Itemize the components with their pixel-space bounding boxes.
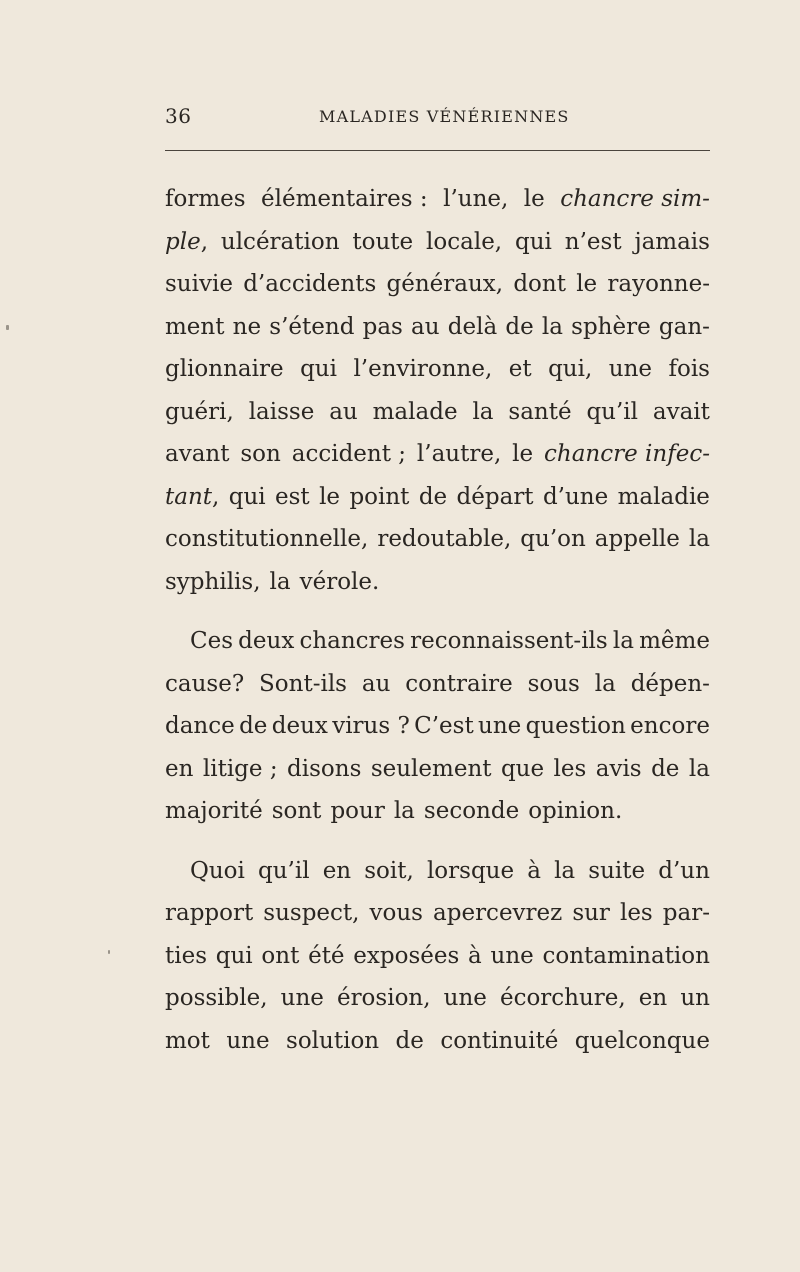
text-line bbox=[165, 935, 710, 978]
word: possible, bbox=[165, 985, 268, 1011]
word: dépen- bbox=[630, 670, 710, 697]
text-line bbox=[165, 705, 710, 748]
word: santé bbox=[508, 398, 572, 425]
word: malade bbox=[372, 398, 458, 425]
word: écorchure, bbox=[499, 985, 626, 1011]
word: qui, bbox=[548, 356, 593, 382]
word: la bbox=[472, 398, 494, 425]
margin-mark bbox=[6, 325, 9, 330]
word: contamination bbox=[542, 942, 710, 969]
word: érosion, bbox=[336, 985, 431, 1011]
word: avait bbox=[652, 398, 710, 425]
word: de bbox=[505, 313, 534, 340]
word: en bbox=[322, 857, 352, 884]
word: ment bbox=[165, 313, 225, 340]
word: locale, bbox=[426, 228, 503, 255]
text-line bbox=[165, 1020, 710, 1063]
word: qui bbox=[300, 356, 337, 382]
word: l’une, bbox=[443, 186, 509, 212]
word: est bbox=[275, 483, 310, 510]
word: continuité bbox=[440, 1027, 559, 1054]
word: jamais bbox=[634, 228, 710, 255]
word: ulcération bbox=[220, 228, 340, 255]
text-line bbox=[165, 561, 710, 604]
word: suspect, bbox=[263, 900, 360, 926]
word: le bbox=[512, 441, 534, 467]
word: qu’il bbox=[258, 857, 310, 884]
text-line bbox=[165, 178, 710, 221]
italic-term: ple bbox=[165, 228, 201, 255]
word: été bbox=[308, 942, 345, 969]
word: la bbox=[612, 628, 634, 654]
word: une bbox=[608, 356, 652, 382]
running-head bbox=[165, 103, 710, 133]
word: de bbox=[651, 755, 680, 782]
word: la bbox=[269, 568, 291, 595]
text-line bbox=[165, 433, 710, 476]
word: mot bbox=[165, 1027, 210, 1054]
italic-term: chancre infec- bbox=[544, 441, 710, 467]
text-line bbox=[165, 348, 710, 391]
word: maladie bbox=[617, 483, 710, 510]
word: formes bbox=[165, 186, 246, 212]
word: élémentaires : bbox=[261, 186, 428, 212]
word: vérole. bbox=[299, 568, 380, 595]
word: rapport bbox=[165, 900, 254, 926]
word: vous bbox=[369, 900, 423, 926]
word: sont bbox=[271, 798, 322, 824]
word: l’environne, bbox=[353, 356, 493, 382]
word: les bbox=[553, 755, 587, 782]
word: de bbox=[395, 1027, 424, 1054]
word: gan- bbox=[658, 313, 710, 340]
text-line bbox=[165, 892, 710, 935]
paragraph bbox=[165, 178, 710, 603]
text-line bbox=[165, 790, 710, 833]
text-line bbox=[165, 306, 710, 349]
word: cause? bbox=[165, 670, 245, 697]
text-line bbox=[165, 518, 710, 561]
word: exposées bbox=[353, 942, 460, 969]
word: la bbox=[554, 857, 576, 884]
word: suivie bbox=[165, 271, 233, 297]
word: contraire bbox=[405, 670, 513, 697]
word: la bbox=[393, 798, 415, 824]
word: en bbox=[165, 755, 194, 782]
word: en bbox=[638, 985, 668, 1011]
word: appelle bbox=[594, 526, 680, 552]
word: d’une bbox=[542, 483, 609, 510]
word: à bbox=[527, 857, 541, 884]
word: deux bbox=[271, 713, 328, 739]
text-line bbox=[165, 850, 710, 893]
word: la bbox=[541, 313, 563, 340]
word: chancres bbox=[299, 628, 405, 654]
word: la bbox=[688, 526, 710, 552]
word: qui bbox=[215, 942, 253, 969]
running-title: MALADIES VÉNÉRIENNES bbox=[319, 107, 570, 126]
word: son bbox=[240, 441, 281, 467]
word: une bbox=[226, 1027, 270, 1054]
word: et bbox=[508, 356, 532, 382]
word: seconde bbox=[423, 798, 520, 824]
italic-term: tant bbox=[165, 483, 213, 510]
word: avis bbox=[595, 755, 642, 782]
text-line bbox=[165, 620, 710, 663]
word: d’accidents bbox=[243, 271, 377, 297]
word: suite bbox=[588, 857, 646, 884]
word: qu’on bbox=[520, 526, 586, 552]
text-line bbox=[165, 977, 710, 1020]
word: qu’il bbox=[586, 398, 639, 425]
text-line bbox=[165, 748, 710, 791]
word: solution bbox=[286, 1027, 380, 1054]
word: redoutable, bbox=[377, 526, 512, 552]
word: dance bbox=[165, 713, 235, 739]
word: pas bbox=[362, 313, 403, 340]
word: soit, bbox=[364, 857, 414, 884]
word: une bbox=[443, 985, 487, 1011]
word: C’est bbox=[414, 713, 474, 739]
word: le bbox=[319, 483, 341, 510]
word: disons bbox=[287, 755, 362, 782]
word: au bbox=[361, 670, 391, 697]
word: même bbox=[639, 628, 710, 654]
word: glionnaire bbox=[165, 356, 284, 382]
word: sur bbox=[572, 900, 610, 926]
word: sphère bbox=[571, 313, 651, 340]
italic-term: chancre sim- bbox=[560, 186, 710, 212]
word: accident ; bbox=[291, 441, 407, 467]
word: laisse bbox=[248, 398, 315, 425]
word: Quoi bbox=[190, 857, 245, 884]
word: question bbox=[525, 713, 626, 739]
word: la bbox=[688, 755, 710, 782]
word: Sont-ils bbox=[259, 670, 347, 697]
word: ple, bbox=[165, 228, 209, 255]
word: seulement bbox=[370, 755, 492, 782]
word: deux bbox=[238, 628, 295, 654]
word: le bbox=[523, 186, 545, 212]
word: de bbox=[418, 483, 448, 510]
word: une bbox=[490, 942, 534, 969]
page-number: 36 bbox=[165, 104, 192, 128]
word: lorsque bbox=[426, 857, 515, 884]
word: avant bbox=[165, 441, 230, 467]
header-rule bbox=[165, 150, 710, 151]
word: l’autre, bbox=[416, 441, 502, 467]
word: d’un bbox=[658, 857, 710, 884]
word: dont bbox=[513, 271, 566, 297]
word: au bbox=[329, 398, 358, 425]
body-text bbox=[165, 178, 710, 1062]
word: la bbox=[594, 670, 616, 697]
word: point bbox=[349, 483, 410, 510]
word: encore bbox=[630, 713, 710, 739]
word: pour bbox=[330, 798, 385, 824]
word: syphilis, bbox=[165, 568, 261, 595]
word: que bbox=[500, 755, 545, 782]
text-line bbox=[165, 263, 710, 306]
word: guéri, bbox=[165, 398, 234, 425]
word: de bbox=[239, 713, 268, 739]
paragraph bbox=[165, 620, 710, 833]
word: qui bbox=[515, 228, 552, 255]
word: constitutionnelle, bbox=[165, 526, 369, 552]
word: départ bbox=[456, 483, 534, 510]
word: ties bbox=[165, 942, 208, 969]
text-line bbox=[165, 221, 710, 264]
word: toute bbox=[352, 228, 414, 255]
word: rayonne- bbox=[607, 271, 710, 297]
text-line bbox=[165, 391, 710, 434]
word: les bbox=[619, 900, 653, 926]
margin-mark bbox=[108, 950, 110, 954]
word: par- bbox=[662, 900, 710, 926]
word: virus ? bbox=[332, 713, 410, 739]
word: majorité bbox=[165, 798, 263, 824]
word: ont bbox=[261, 942, 300, 969]
word: s’étend bbox=[269, 313, 355, 340]
word: reconnaissent-ils bbox=[410, 628, 608, 654]
word: généraux, bbox=[386, 271, 504, 297]
word: litige ; bbox=[202, 755, 278, 782]
text-line bbox=[165, 663, 710, 706]
word: une bbox=[280, 985, 324, 1011]
word: le bbox=[576, 271, 598, 297]
word: ne bbox=[232, 313, 262, 340]
word: n’est bbox=[564, 228, 622, 255]
word: Ces bbox=[190, 628, 234, 654]
word: un bbox=[680, 985, 710, 1011]
word: apercevrez bbox=[433, 900, 563, 926]
word: une bbox=[478, 713, 522, 739]
word: à bbox=[468, 942, 482, 969]
word: delà bbox=[447, 313, 498, 340]
word: opinion. bbox=[528, 798, 623, 824]
paragraph bbox=[165, 850, 710, 1063]
word: au bbox=[411, 313, 440, 340]
text-line bbox=[165, 476, 710, 519]
word: quelconque bbox=[574, 1027, 710, 1054]
word: tant, bbox=[165, 483, 220, 510]
word: fois bbox=[668, 356, 710, 382]
word: qui bbox=[228, 483, 266, 510]
word: sous bbox=[527, 670, 580, 697]
